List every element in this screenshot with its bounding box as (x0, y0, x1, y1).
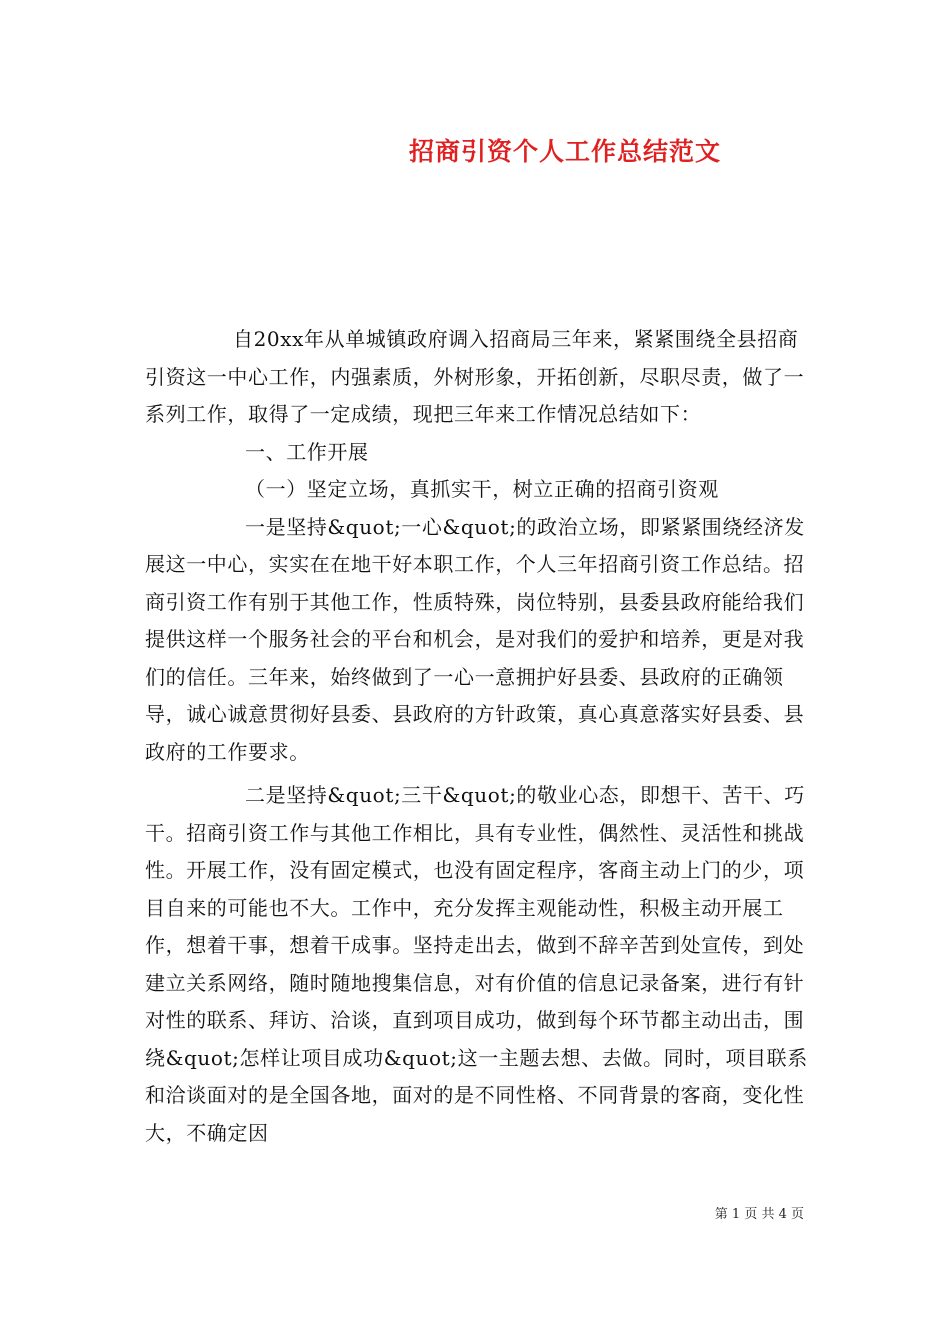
section-heading: 一、工作开展 (245, 439, 369, 464)
intro-paragraph: 自20xx年从单城镇政府调入招商局三年来，紧紧围绕全县招商引资这一中心工作，内强素质，外树形象，开拓创新，尽职尽责，做了一系列工作，取得了一定成绩，现把三年来工作情况总结如下： (145, 327, 805, 426)
point-one-paragraph: 一是坚持&quot;一心&quot;的政治立场，即紧紧围绕经济发展这一中心，实实在在地干好本职工作，个人三年招商引资工作总结。招商引资工作有别于其他工作，性质特殊，岗位特别，县委县政府能给我们提供这样一个服务社会的平台和机会，是对我们的爱护和培养，更是对我们的信任。三年来，始终做到了一心一意拥护好县委、县政府的正确领导，诚心诚意贯彻好县委、县政府的方针政策，真心真意落实好县委、县政府的工作要求。 (145, 514, 805, 764)
document-title: 招商引资个人工作总结范文 (408, 137, 721, 166)
point-two-paragraph: 二是坚持&quot;三干&quot;的敬业心态，即想干、苦干、巧干。招商引资工作与其他工作相比，具有专业性，偶然性、灵活性和挑战性。开展工作，没有固定模式，也没有固定程序，客商主动上门的少，项目自来的可能也不大。工作中，充分发挥主观能动性，积极主动开展工作，想着干事，想着干成事。坚持走出去，做到不辞辛苦到处宣传，到处建立关系网络，随时随地搜集信息，对有价值的信息记录备案，进行有针对性的联系、拜访、洽谈，直到项目成功，做到每个环节都主动出击，围绕&quot;怎样让项目成功&quot;这一主题去想、去做。同时，项目联系和洽谈面对的是全国各地，面对的是不同性格、不同背景的客商，变化性大，不确定因 (145, 783, 808, 1145)
document-body (145, 321, 809, 1152)
page-number-footer: 第 1 页 共 4 页 (714, 1207, 804, 1222)
subsection-heading: （一）坚定立场，真抓实干，树立正确的招商引资观 (245, 477, 719, 501)
